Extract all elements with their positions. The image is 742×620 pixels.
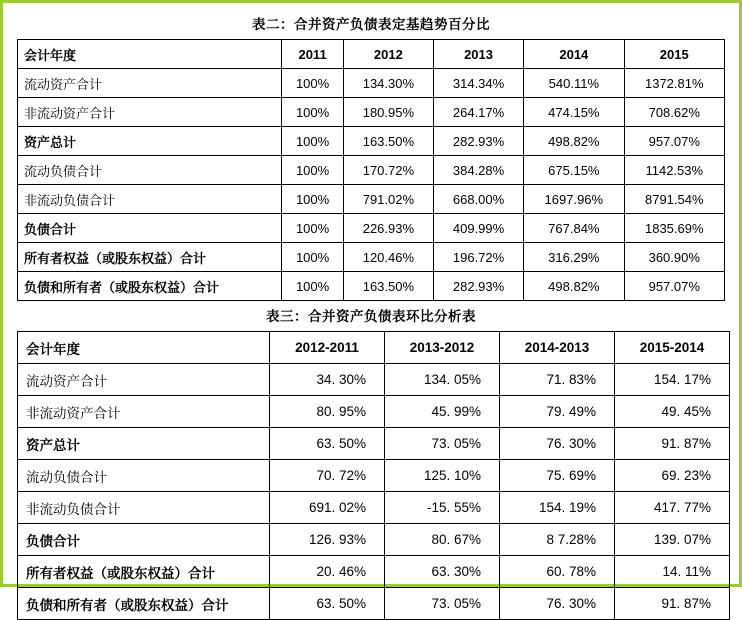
- table-row: [18, 272, 725, 301]
- cell-value: 163.50%: [343, 272, 433, 301]
- cell-value: 75. 69%: [500, 460, 615, 492]
- table3-caption: 表三：合并资产负债表环比分析表: [266, 309, 476, 324]
- table-row: [18, 127, 725, 156]
- cell-value: 125. 10%: [385, 460, 500, 492]
- column-header: 会计年度: [18, 40, 282, 69]
- column-header: 2012-2011: [270, 332, 385, 364]
- cell-value: 80. 95%: [270, 396, 385, 428]
- cell-value: 139. 07%: [615, 524, 730, 556]
- cell-value: 154. 19%: [500, 492, 615, 524]
- cell-value: 767.84%: [524, 214, 624, 243]
- cell-value: 314.34%: [433, 69, 523, 98]
- row-label: 资产总计: [18, 428, 270, 460]
- table2-caption: 表二：合并资产负债表定基趋势百分比: [252, 17, 490, 32]
- cell-value: 417. 77%: [615, 492, 730, 524]
- cell-value: 71. 83%: [500, 364, 615, 396]
- row-label: 流动资产合计: [18, 364, 270, 396]
- cell-value: 498.82%: [524, 127, 624, 156]
- table-row: [18, 243, 725, 272]
- cell-value: 100%: [282, 272, 343, 301]
- cell-value: 1835.69%: [624, 214, 724, 243]
- cell-value: 134. 05%: [385, 364, 500, 396]
- cell-value: 91. 87%: [615, 588, 730, 620]
- cell-value: 100%: [282, 98, 343, 127]
- cell-value: 79. 49%: [500, 396, 615, 428]
- cell-value: 49. 45%: [615, 396, 730, 428]
- table-header-row: [18, 332, 730, 364]
- cell-value: 163.50%: [343, 127, 433, 156]
- column-header: 2013: [433, 40, 523, 69]
- cell-value: 1142.53%: [624, 156, 724, 185]
- column-header: 2015-2014: [615, 332, 730, 364]
- row-label: 负债和所有者（或股东权益）合计: [18, 272, 282, 301]
- cell-value: 957.07%: [624, 272, 724, 301]
- cell-value: 63. 30%: [385, 556, 500, 588]
- cell-value: 474.15%: [524, 98, 624, 127]
- row-label: 所有者权益（或股东权益）合计: [18, 243, 282, 272]
- cell-value: 180.95%: [343, 98, 433, 127]
- table-row: [18, 524, 730, 556]
- cell-value: 316.29%: [524, 243, 624, 272]
- cell-value: 126. 93%: [270, 524, 385, 556]
- cell-value: 70. 72%: [270, 460, 385, 492]
- row-label: 流动资产合计: [18, 69, 282, 98]
- row-label: 负债合计: [18, 214, 282, 243]
- cell-value: 8791.54%: [624, 185, 724, 214]
- cell-value: 360.90%: [624, 243, 724, 272]
- cell-value: 120.46%: [343, 243, 433, 272]
- cell-value: 282.93%: [433, 127, 523, 156]
- table-row: [18, 556, 730, 588]
- table-row: [18, 492, 730, 524]
- cell-value: 791.02%: [343, 185, 433, 214]
- cell-value: 170.72%: [343, 156, 433, 185]
- column-header: 2014-2013: [500, 332, 615, 364]
- cell-value: 1372.81%: [624, 69, 724, 98]
- cell-value: 100%: [282, 214, 343, 243]
- table-row: [18, 156, 725, 185]
- table-row: [18, 69, 725, 98]
- column-header: 2013-2012: [385, 332, 500, 364]
- table-row: [18, 588, 730, 620]
- row-label: 非流动负债合计: [18, 492, 270, 524]
- table-row: [18, 214, 725, 243]
- cell-value: 540.11%: [524, 69, 624, 98]
- cell-value: 100%: [282, 69, 343, 98]
- column-header: 2012: [343, 40, 433, 69]
- table-header-row: [18, 40, 725, 69]
- cell-value: 264.17%: [433, 98, 523, 127]
- cell-value: 708.62%: [624, 98, 724, 127]
- row-label: 非流动资产合计: [18, 396, 270, 428]
- column-header: 2015: [624, 40, 724, 69]
- table-row: [18, 396, 730, 428]
- cell-value: 20. 46%: [270, 556, 385, 588]
- row-label: 流动负债合计: [18, 460, 270, 492]
- cell-value: 100%: [282, 185, 343, 214]
- cell-value: 45. 99%: [385, 396, 500, 428]
- cell-value: 76. 30%: [500, 588, 615, 620]
- cell-value: 80. 67%: [385, 524, 500, 556]
- cell-value: 675.15%: [524, 156, 624, 185]
- cell-value: 73. 05%: [385, 588, 500, 620]
- row-label: 所有者权益（或股东权益）合计: [18, 556, 270, 588]
- cell-value: 498.82%: [524, 272, 624, 301]
- cell-value: 91. 87%: [615, 428, 730, 460]
- document-body: [3, 3, 739, 620]
- cell-value: 100%: [282, 243, 343, 272]
- table-row: [18, 460, 730, 492]
- table-row: [18, 428, 730, 460]
- cell-value: 409.99%: [433, 214, 523, 243]
- table-2-base-trend: [17, 39, 725, 301]
- cell-value: -15. 55%: [385, 492, 500, 524]
- cell-value: 14. 11%: [615, 556, 730, 588]
- cell-value: 1697.96%: [524, 185, 624, 214]
- cell-value: 69. 23%: [615, 460, 730, 492]
- cell-value: 384.28%: [433, 156, 523, 185]
- column-header: 2011: [282, 40, 343, 69]
- row-label: 流动负债合计: [18, 156, 282, 185]
- table-3-chain-analysis: [17, 331, 730, 620]
- row-label: 非流动负债合计: [18, 185, 282, 214]
- table-row: [18, 185, 725, 214]
- cell-value: 154. 17%: [615, 364, 730, 396]
- column-header: 会计年度: [18, 332, 270, 364]
- cell-value: 60. 78%: [500, 556, 615, 588]
- cell-value: 8 7.28%: [500, 524, 615, 556]
- cell-value: 957.07%: [624, 127, 724, 156]
- cell-value: 134.30%: [343, 69, 433, 98]
- cell-value: 63. 50%: [270, 588, 385, 620]
- row-label: 资产总计: [18, 127, 282, 156]
- row-label: 非流动资产合计: [18, 98, 282, 127]
- cell-value: 196.72%: [433, 243, 523, 272]
- row-label: 负债合计: [18, 524, 270, 556]
- cell-value: 63. 50%: [270, 428, 385, 460]
- cell-value: 282.93%: [433, 272, 523, 301]
- cell-value: 691. 02%: [270, 492, 385, 524]
- cell-value: 100%: [282, 156, 343, 185]
- table-row: [18, 98, 725, 127]
- column-header: 2014: [524, 40, 624, 69]
- row-label: 负债和所有者（或股东权益）合计: [18, 588, 270, 620]
- cell-value: 34. 30%: [270, 364, 385, 396]
- cell-value: 100%: [282, 127, 343, 156]
- cell-value: 226.93%: [343, 214, 433, 243]
- cell-value: 73. 05%: [385, 428, 500, 460]
- table-row: [18, 364, 730, 396]
- cell-value: 668.00%: [433, 185, 523, 214]
- cell-value: 76. 30%: [500, 428, 615, 460]
